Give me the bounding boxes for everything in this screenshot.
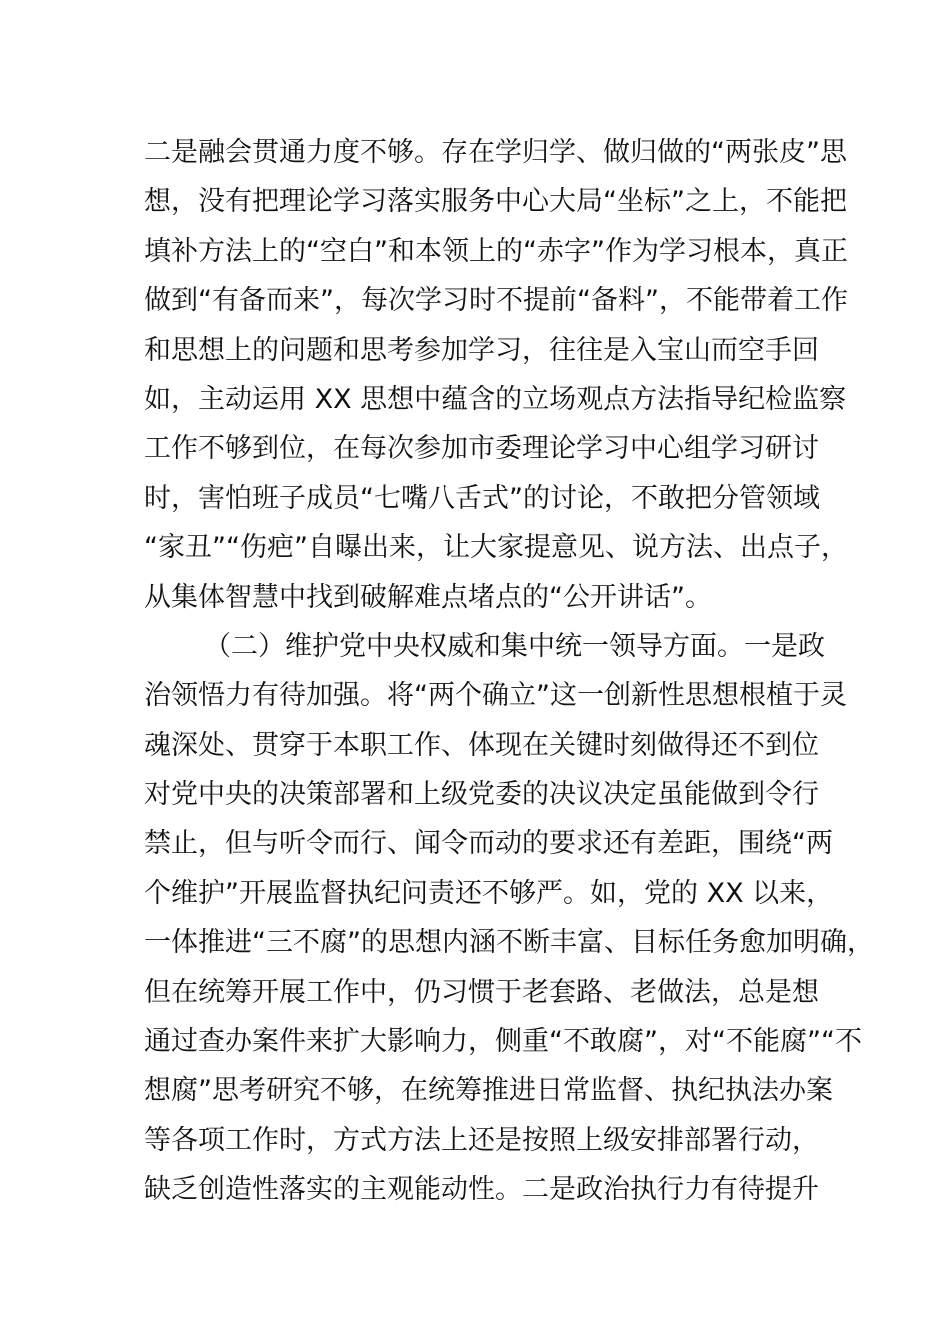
section-heading-line: （二）维护党中央权威和集中统一领导方面。一是政 bbox=[204, 630, 825, 662]
text-line: 魂深处、贯穿于本职工作、体现在关键时刻做得还不到位 bbox=[144, 729, 819, 761]
text-line: 和思想上的问题和思考参加学习，往往是入宝山而空手回 bbox=[144, 334, 819, 366]
text-line: 治领悟力有待加强。将“两个确立”这一创新性思想根植于灵 bbox=[144, 680, 847, 712]
text-line: 如，主动运用 XX 思想中蕴含的立场观点方法指导纪检监察 bbox=[144, 383, 847, 415]
text-line: 一体推进“三不腐”的思想内涵不断丰富、目标任务愈加明确， bbox=[144, 927, 874, 959]
text-line: 想腐”思考研究不够，在统筹推进日常监督、执纪执法办案 bbox=[144, 1075, 833, 1107]
text-line: 时，害怕班子成员“七嘴八舌式”的讨论，不敢把分管领域 bbox=[144, 482, 820, 514]
text-line: 从集体智慧中找到破解难点堵点的“公开讲话”。 bbox=[144, 581, 712, 613]
text-line: 工作不够到位，在每次参加市委理论学习中心组学习研讨 bbox=[144, 433, 819, 465]
text-line: 对党中央的决策部署和上级党委的决议决定虽能做到令行 bbox=[144, 779, 819, 811]
text-line: 缺乏创造性落实的主观能动性。二是政治执行力有待提升 bbox=[144, 1174, 819, 1206]
text-line: 二是融会贯通力度不够。存在学归学、做归做的“两张皮”思 bbox=[144, 137, 847, 168]
text-line: 但在统筹开展工作中，仍习惯于老套路、老做法，总是想 bbox=[144, 976, 819, 1008]
text-line: 填补方法上的“空白”和本领上的“赤字”作为学习根本，真正 bbox=[144, 235, 848, 267]
text-line: 做到“有备而来”，每次学习时不提前“备料”，不能带着工作 bbox=[144, 285, 848, 317]
text-line: 想，没有把理论学习落实服务中心大局“坐标”之上，不能把 bbox=[144, 186, 847, 218]
document-body bbox=[144, 128, 874, 1215]
text-line: “家丑”“伤疤”自曝出来，让大家提意见、说方法、出点子， bbox=[144, 532, 848, 564]
text-line: 禁止，但与听令而行、闻令而动的要求还有差距，围绕“两 bbox=[144, 828, 833, 860]
text-line: 通过查办案件来扩大影响力，侧重“不敢腐”，对“不能腐”“不 bbox=[144, 1026, 862, 1058]
text-line: 个维护”开展监督执纪问责还不够严。如，党的 XX 以来， bbox=[144, 877, 834, 909]
text-line: 等各项工作时，方式方法上还是按照上级安排部署行动， bbox=[144, 1124, 819, 1156]
